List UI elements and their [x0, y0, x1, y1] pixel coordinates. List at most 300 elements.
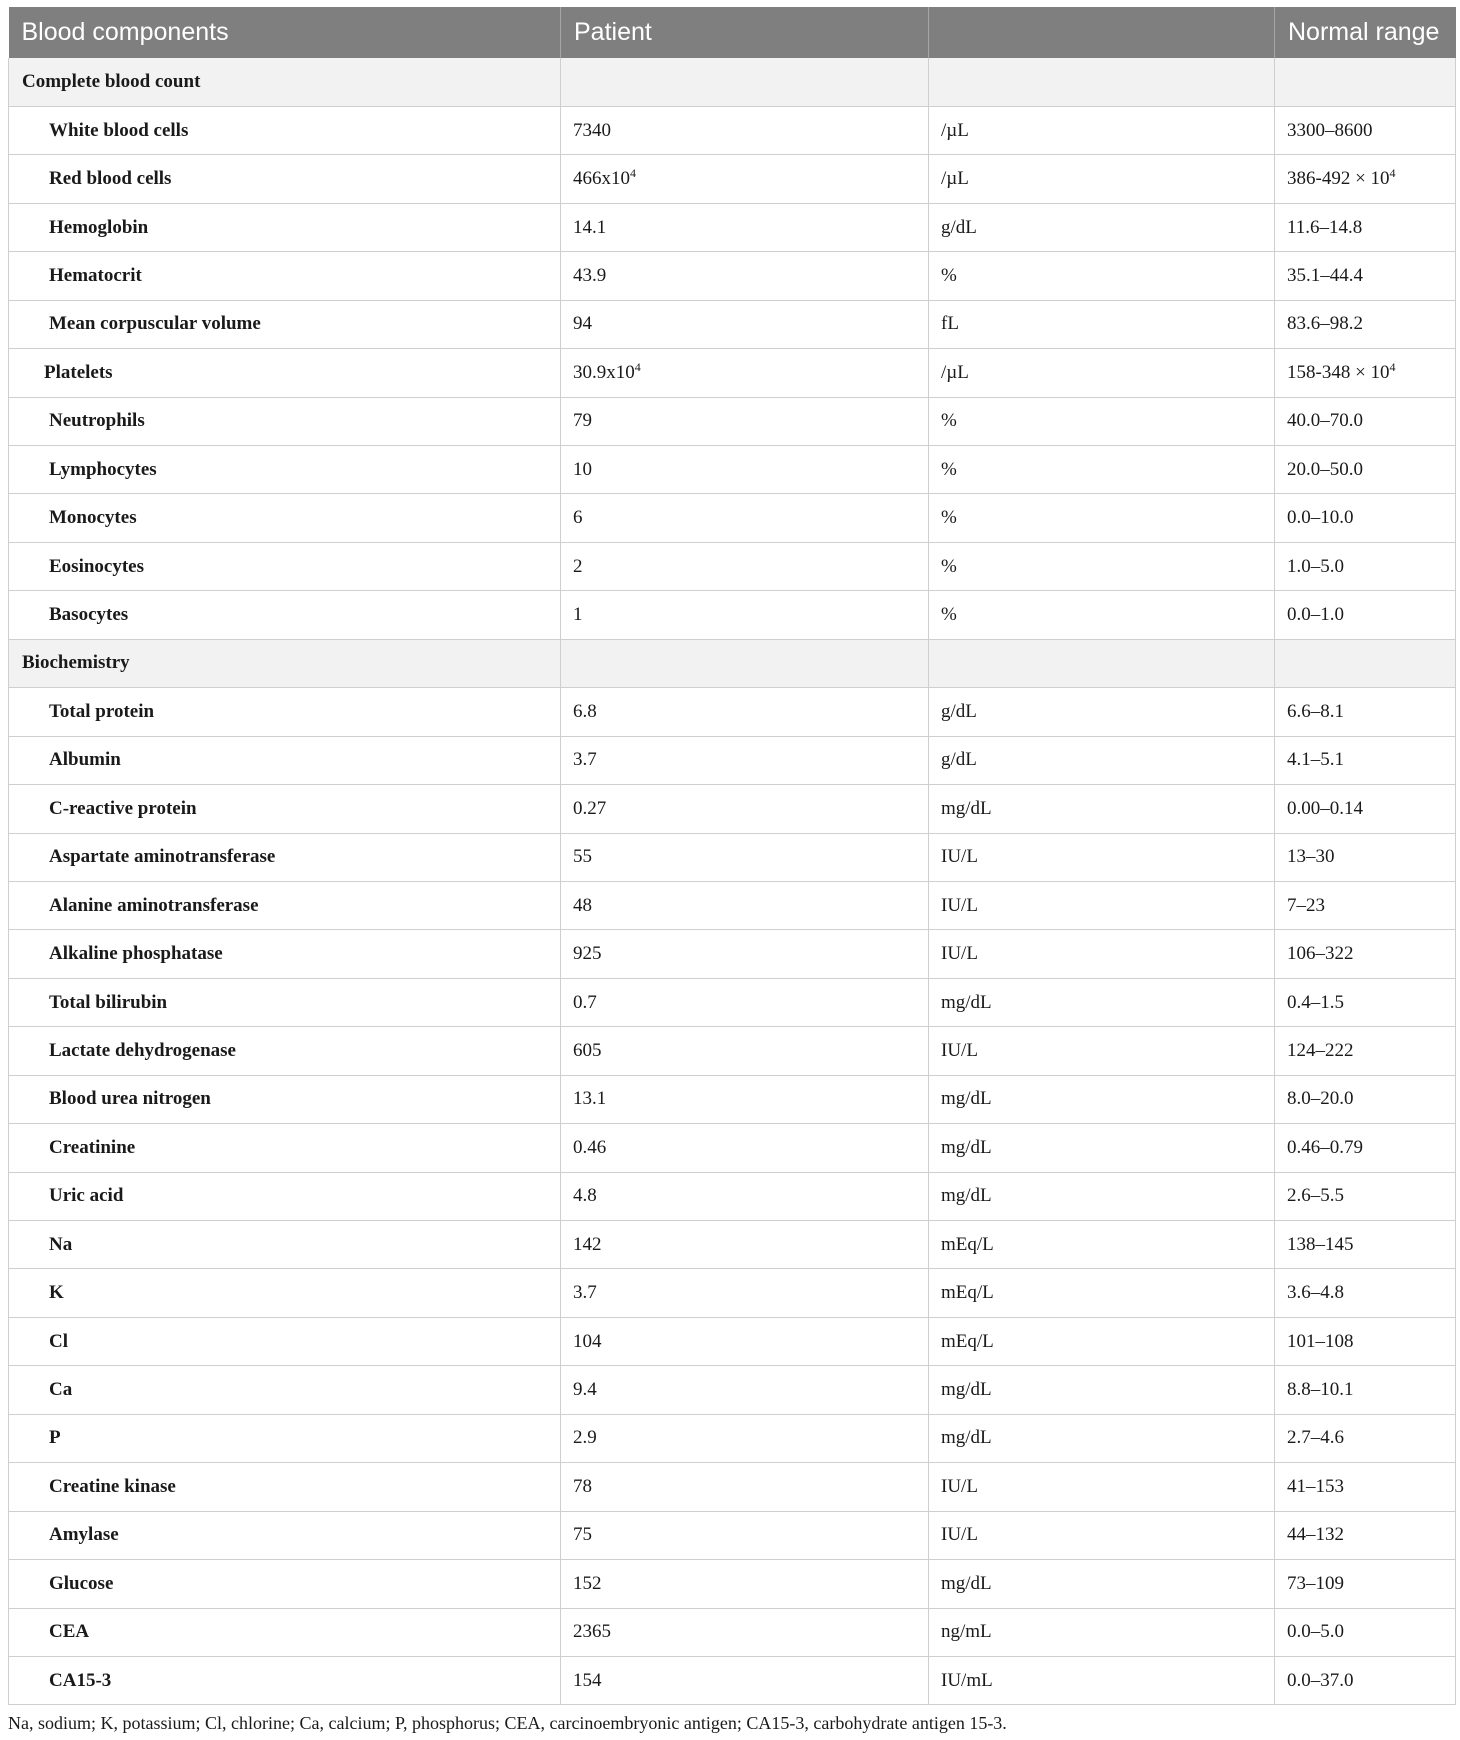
normal-range-text: 0.46–0.79: [1287, 1136, 1363, 1158]
patient-value: [561, 591, 929, 639]
component-name-text: Hemoglobin: [49, 216, 149, 238]
patient-value-text: 152: [573, 1572, 602, 1594]
patient-value-text: 104: [573, 1330, 602, 1352]
normal-range-text: 4.1–5.1: [1287, 749, 1344, 771]
unit: [929, 203, 1275, 251]
component-name-text: Cl: [49, 1330, 68, 1352]
header-normal-range: Normal range: [1275, 7, 1456, 58]
normal-range-text: 20.0–50.0: [1287, 458, 1363, 480]
patient-value-text: 55: [573, 846, 592, 868]
unit-text: mg/dL: [941, 991, 992, 1013]
unit-text: IU/mL: [941, 1669, 993, 1691]
component-name-text: Eosinocytes: [49, 555, 144, 577]
normal-range-text: 0.00–0.14: [1287, 797, 1363, 819]
component-name-text: Total protein: [49, 700, 155, 722]
unit-text: IU/L: [941, 943, 978, 965]
unit-text: IU/L: [941, 1475, 978, 1497]
patient-value: [561, 1414, 929, 1462]
table-row: [9, 1221, 1456, 1269]
component-name-text: Alkaline phosphatase: [49, 943, 223, 965]
table-row: [9, 1075, 1456, 1123]
normal-range: [1275, 1511, 1456, 1559]
component-name-text: Creatinine: [49, 1136, 136, 1158]
patient-value-text: 2: [573, 555, 583, 577]
unit: [929, 1608, 1275, 1656]
unit: [929, 1414, 1275, 1462]
patient-value-text: 466x10: [573, 168, 630, 190]
table-row: [9, 155, 1456, 203]
unit-text: IU/L: [941, 1524, 978, 1546]
patient-value-text: 0.27: [573, 797, 607, 819]
component-name: [9, 446, 561, 494]
component-name: [9, 1269, 561, 1317]
component-name: [9, 688, 561, 736]
table-row: [9, 785, 1456, 833]
patient-value: [561, 203, 929, 251]
section-empty-cell: [1275, 639, 1456, 687]
table-row: [9, 349, 1456, 397]
table-row: [9, 1269, 1456, 1317]
component-name-text: Mean corpuscular volume: [49, 313, 261, 335]
section-header-row: [9, 58, 1456, 106]
unit: [929, 542, 1275, 590]
patient-value: [561, 252, 929, 300]
table-row: [9, 1366, 1456, 1414]
unit-text: IU/L: [941, 846, 978, 868]
patient-value-text: 1: [573, 604, 583, 626]
component-name: [9, 881, 561, 929]
patient-value-text: 13.1: [573, 1088, 607, 1110]
table-row: [9, 736, 1456, 784]
component-name: [9, 1317, 561, 1365]
patient-value: [561, 978, 929, 1026]
normal-range: [1275, 446, 1456, 494]
normal-range: [1275, 203, 1456, 251]
normal-range-text: 138–145: [1287, 1233, 1354, 1255]
component-name: [9, 1027, 561, 1075]
normal-range-text: 106–322: [1287, 943, 1354, 965]
patient-value-text: 2.9: [573, 1427, 597, 1449]
patient-value-text: 605: [573, 1039, 602, 1061]
normal-range: [1275, 930, 1456, 978]
normal-range-text: 73–109: [1287, 1572, 1344, 1594]
component-name: [9, 1075, 561, 1123]
unit: [929, 1027, 1275, 1075]
table-row: [9, 203, 1456, 251]
normal-range-text: 0.0–1.0: [1287, 604, 1344, 626]
unit-text: mEq/L: [941, 1282, 994, 1304]
unit: [929, 1317, 1275, 1365]
table-row: [9, 1027, 1456, 1075]
patient-value-text: 3.7: [573, 749, 597, 771]
component-name-text: Basocytes: [49, 604, 129, 626]
table-row: [9, 930, 1456, 978]
normal-range: [1275, 155, 1456, 203]
component-name: [9, 1656, 561, 1704]
component-name: [9, 203, 561, 251]
table-row: [9, 1511, 1456, 1559]
normal-range: [1275, 736, 1456, 784]
component-name: [9, 252, 561, 300]
component-name-text: Monocytes: [49, 507, 137, 529]
normal-range: [1275, 1124, 1456, 1172]
unit-text: mEq/L: [941, 1330, 994, 1352]
normal-range: [1275, 1075, 1456, 1123]
component-name-text: Blood urea nitrogen: [49, 1088, 211, 1110]
blood-components-table-container: [8, 7, 1455, 1705]
patient-value-text: 94: [573, 313, 592, 335]
component-name-text: CEA: [49, 1621, 90, 1643]
table-row: [9, 978, 1456, 1026]
normal-range-text: 3.6–4.8: [1287, 1282, 1344, 1304]
table-row: [9, 106, 1456, 154]
normal-range-text: 35.1–44.4: [1287, 264, 1363, 286]
patient-value: [561, 542, 929, 590]
component-name-text: Albumin: [49, 749, 121, 771]
table-row: [9, 1317, 1456, 1365]
table-row: [9, 591, 1456, 639]
table-footnote: Na, sodium; K, potassium; Cl, chlorine; Ca, calcium; P, phosphorus; CEA, carcinoembryonic antigen; CA15-3, carbohydrate antigen 15-3.: [8, 1713, 1007, 1733]
patient-value: [561, 106, 929, 154]
unit: [929, 494, 1275, 542]
section-empty-cell: [561, 58, 929, 106]
table-body: [9, 58, 1456, 1705]
unit: [929, 591, 1275, 639]
component-name-text: Hematocrit: [49, 264, 142, 286]
component-name-text: Lymphocytes: [49, 458, 157, 480]
normal-range-text: 124–222: [1287, 1039, 1354, 1061]
unit: [929, 1463, 1275, 1511]
normal-range: [1275, 591, 1456, 639]
unit-text: fL: [941, 313, 959, 335]
table-row: [9, 1608, 1456, 1656]
component-name-text: Ca: [49, 1379, 73, 1401]
normal-range: [1275, 1027, 1456, 1075]
unit-text: IU/L: [941, 894, 978, 916]
patient-value-text: 0.46: [573, 1136, 607, 1158]
table-row: [9, 1414, 1456, 1462]
normal-range: [1275, 978, 1456, 1026]
normal-range-text: 6.6–8.1: [1287, 700, 1344, 722]
section-title: [9, 639, 561, 687]
normal-range: [1275, 1608, 1456, 1656]
component-name: [9, 1608, 561, 1656]
unit: [929, 1075, 1275, 1123]
table-row: [9, 833, 1456, 881]
patient-value-text: 3.7: [573, 1282, 597, 1304]
normal-range: [1275, 542, 1456, 590]
component-name: [9, 978, 561, 1026]
unit: [929, 1221, 1275, 1269]
component-name: [9, 300, 561, 348]
patient-value: [561, 1269, 929, 1317]
patient-value-text: 0.7: [573, 991, 597, 1013]
unit: [929, 1366, 1275, 1414]
unit: [929, 978, 1275, 1026]
unit: [929, 833, 1275, 881]
patient-value-text: 75: [573, 1524, 592, 1546]
unit: [929, 1560, 1275, 1608]
component-name: [9, 1366, 561, 1414]
section-empty-cell: [1275, 58, 1456, 106]
component-name: [9, 494, 561, 542]
patient-value: [561, 1124, 929, 1172]
normal-range: [1275, 785, 1456, 833]
section-header-row: [9, 639, 1456, 687]
unit-text: %: [941, 410, 957, 432]
component-name-text: Platelets: [44, 361, 113, 383]
unit-text: mg/dL: [941, 797, 992, 819]
patient-value: [561, 349, 929, 397]
patient-value: [561, 930, 929, 978]
patient-value: [561, 1172, 929, 1220]
patient-value-text: 78: [573, 1475, 592, 1497]
patient-value: [561, 1075, 929, 1123]
patient-value-text: 2365: [573, 1621, 611, 1643]
unit-text: mg/dL: [941, 1088, 992, 1110]
component-name: [9, 736, 561, 784]
patient-value-text: 7340: [573, 119, 611, 141]
patient-value-text: 142: [573, 1233, 602, 1255]
unit-text: mg/dL: [941, 1185, 992, 1207]
patient-value: [561, 494, 929, 542]
component-name-text: CA15-3: [49, 1669, 112, 1691]
component-name: [9, 1511, 561, 1559]
component-name: [9, 591, 561, 639]
unit-text: /µL: [941, 361, 969, 383]
unit-text: mg/dL: [941, 1379, 992, 1401]
patient-value: [561, 1656, 929, 1704]
component-name: [9, 1560, 561, 1608]
component-name: [9, 1221, 561, 1269]
component-name-text: Total bilirubin: [49, 991, 168, 1013]
table-header-row: [9, 7, 1456, 58]
unit-text: g/dL: [941, 216, 977, 238]
table-row: [9, 252, 1456, 300]
unit-text: IU/L: [941, 1039, 978, 1061]
normal-range: [1275, 1221, 1456, 1269]
component-name: [9, 397, 561, 445]
component-name-text: Na: [49, 1233, 73, 1255]
component-name-text: C-reactive protein: [49, 797, 197, 819]
normal-range: [1275, 397, 1456, 445]
unit: [929, 930, 1275, 978]
unit: [929, 785, 1275, 833]
patient-value: [561, 1463, 929, 1511]
normal-range-text: 7–23: [1287, 894, 1325, 916]
patient-value-text: 48: [573, 894, 592, 916]
patient-value-text: 9.4: [573, 1379, 597, 1401]
header-unit: [929, 7, 1275, 58]
unit-text: g/dL: [941, 700, 977, 722]
table-row: [9, 1463, 1456, 1511]
component-name: [9, 1172, 561, 1220]
normal-range: [1275, 881, 1456, 929]
table-row: [9, 542, 1456, 590]
patient-value-text: 925: [573, 943, 602, 965]
normal-range-text: 0.0–10.0: [1287, 507, 1354, 529]
normal-range-text: 8.0–20.0: [1287, 1088, 1354, 1110]
unit: [929, 688, 1275, 736]
unit: [929, 397, 1275, 445]
normal-range: [1275, 1656, 1456, 1704]
component-name: [9, 1124, 561, 1172]
table-row: [9, 446, 1456, 494]
component-name: [9, 833, 561, 881]
normal-range: [1275, 833, 1456, 881]
patient-value: [561, 1027, 929, 1075]
patient-value-text: 79: [573, 410, 592, 432]
component-name: [9, 1463, 561, 1511]
component-name: [9, 542, 561, 590]
section-title-text: Biochemistry: [22, 652, 130, 674]
patient-value-exponent: 4: [630, 166, 636, 181]
unit-text: %: [941, 507, 957, 529]
section-title: [9, 58, 561, 106]
unit: [929, 106, 1275, 154]
normal-range-text: 40.0–70.0: [1287, 410, 1363, 432]
table-row: [9, 1656, 1456, 1704]
normal-range: [1275, 494, 1456, 542]
normal-range: [1275, 1366, 1456, 1414]
normal-range: [1275, 688, 1456, 736]
normal-range-text: 11.6–14.8: [1287, 216, 1363, 238]
normal-range-exponent: 4: [1389, 359, 1396, 374]
patient-value: [561, 1560, 929, 1608]
patient-value: [561, 785, 929, 833]
unit-text: %: [941, 458, 957, 480]
unit: [929, 1269, 1275, 1317]
normal-range-text: 41–153: [1287, 1475, 1344, 1497]
unit-text: g/dL: [941, 749, 977, 771]
section-empty-cell: [929, 639, 1275, 687]
patient-value: [561, 1317, 929, 1365]
unit-text: %: [941, 264, 957, 286]
patient-value: [561, 446, 929, 494]
patient-value-text: 6: [573, 507, 583, 529]
component-name-text: Lactate dehydrogenase: [49, 1039, 236, 1061]
component-name: [9, 785, 561, 833]
section-empty-cell: [561, 639, 929, 687]
table-row: [9, 1172, 1456, 1220]
table-row: [9, 300, 1456, 348]
patient-value-text: 14.1: [573, 216, 607, 238]
component-name-text: Neutrophils: [49, 410, 145, 432]
component-name-text: Creatine kinase: [49, 1475, 176, 1497]
unit: [929, 1124, 1275, 1172]
normal-range: [1275, 1560, 1456, 1608]
normal-range: [1275, 1463, 1456, 1511]
patient-value: [561, 736, 929, 784]
patient-value-text: 10: [573, 458, 592, 480]
unit-text: /µL: [941, 119, 969, 141]
unit: [929, 300, 1275, 348]
unit-text: ng/mL: [941, 1621, 992, 1643]
normal-range-text: 0.0–5.0: [1287, 1621, 1344, 1643]
component-name: [9, 349, 561, 397]
unit: [929, 446, 1275, 494]
component-name-text: Alanine aminotransferase: [49, 894, 259, 916]
normal-range-text: 101–108: [1287, 1330, 1354, 1352]
normal-range: [1275, 1414, 1456, 1462]
normal-range-text: 13–30: [1287, 846, 1335, 868]
table-row: [9, 881, 1456, 929]
header-patient: Patient: [561, 7, 929, 58]
unit-text: %: [941, 604, 957, 626]
table-row: [9, 397, 1456, 445]
section-empty-cell: [929, 58, 1275, 106]
unit: [929, 736, 1275, 784]
unit: [929, 349, 1275, 397]
patient-value-exponent: 4: [634, 359, 641, 374]
normal-range: [1275, 1317, 1456, 1365]
component-name: [9, 155, 561, 203]
table-row: [9, 688, 1456, 736]
table-row: [9, 494, 1456, 542]
normal-range: [1275, 1269, 1456, 1317]
unit: [929, 1511, 1275, 1559]
table-row: [9, 1124, 1456, 1172]
patient-value: [561, 1511, 929, 1559]
component-name-text: White blood cells: [49, 119, 189, 141]
normal-range-text: 0.4–1.5: [1287, 991, 1344, 1013]
unit-text: mg/dL: [941, 1136, 992, 1158]
normal-range-text: 386-492 × 10: [1287, 168, 1390, 190]
section-title-text: Complete blood count: [22, 70, 201, 92]
patient-value-text: 43.9: [573, 264, 607, 286]
normal-range-text: 8.8–10.1: [1287, 1379, 1354, 1401]
unit: [929, 155, 1275, 203]
unit-text: %: [941, 555, 957, 577]
normal-range-exponent: 4: [1389, 166, 1396, 181]
patient-value: [561, 397, 929, 445]
component-name-text: Glucose: [49, 1572, 114, 1594]
unit: [929, 881, 1275, 929]
component-name-text: Uric acid: [49, 1185, 124, 1207]
unit-text: mEq/L: [941, 1233, 994, 1255]
normal-range-text: 158-348 × 10: [1287, 361, 1390, 383]
patient-value: [561, 881, 929, 929]
normal-range: [1275, 349, 1456, 397]
unit: [929, 252, 1275, 300]
normal-range-text: 2.6–5.5: [1287, 1185, 1344, 1207]
normal-range: [1275, 106, 1456, 154]
normal-range-text: 1.0–5.0: [1287, 555, 1344, 577]
normal-range-text: 83.6–98.2: [1287, 313, 1363, 335]
normal-range-text: 0.0–37.0: [1287, 1669, 1354, 1691]
component-name-text: Amylase: [49, 1524, 119, 1546]
patient-value: [561, 1366, 929, 1414]
patient-value-text: 154: [573, 1669, 602, 1691]
patient-value: [561, 155, 929, 203]
patient-value: [561, 833, 929, 881]
unit-text: /µL: [941, 168, 969, 190]
normal-range-text: 2.7–4.6: [1287, 1427, 1344, 1449]
normal-range: [1275, 1172, 1456, 1220]
normal-range-text: 44–132: [1287, 1524, 1344, 1546]
unit-text: mg/dL: [941, 1572, 992, 1594]
table-row: [9, 1560, 1456, 1608]
normal-range-text: 3300–8600: [1287, 119, 1373, 141]
component-name-text: Aspartate aminotransferase: [49, 846, 276, 868]
patient-value-text: 6.8: [573, 700, 597, 722]
patient-value-text: 4.8: [573, 1185, 597, 1207]
component-name-text: K: [49, 1282, 64, 1304]
component-name: [9, 1414, 561, 1462]
unit-text: mg/dL: [941, 1427, 992, 1449]
normal-range: [1275, 252, 1456, 300]
patient-value: [561, 1608, 929, 1656]
